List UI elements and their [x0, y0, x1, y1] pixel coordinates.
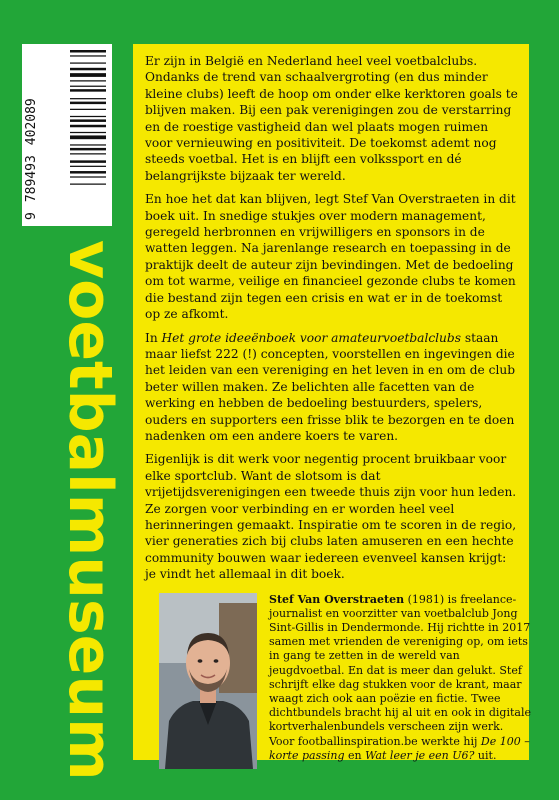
barcode-bars [70, 50, 106, 220]
isbn-digit-group: 9 [24, 212, 39, 220]
author-section [145, 592, 531, 769]
barcode-bar [70, 119, 106, 122]
isbn-digit-group: 402089 [24, 98, 39, 146]
author-bio [269, 593, 531, 763]
blurb-paragraph: Er zijn in België en Nederland heel veel voetbalclubs. Ondanks de trend van schaalvergroting (en dus minder kleine clubs) leeft de hoop om onder elke kerktoren goals te blijven maken. Bij een pak verenigingen zou de verstarring en de roestige vastigheid dan wel plaats mogen ruimen voor vernieuwing en positiviteit. De toekomst ademt nog steeds voetbal. Het is en blijft een volkssport en dé belangrijkste bijzaak ter wereld. [145, 54, 518, 183]
book-title: Het grote ideeënboek voor amateurvoetbalclubs [161, 330, 461, 345]
isbn-barcode [22, 44, 112, 226]
author-portrait [159, 593, 257, 769]
text-run: en [344, 748, 366, 762]
barcode-bar [70, 89, 106, 92]
barcode-bar [70, 166, 106, 167]
blurb-paragraph [145, 330, 519, 445]
barcode-bar [70, 148, 106, 151]
barcode-bar [70, 153, 106, 154]
text-run: staan maar liefst 222 (!) concepten, voorstellen en ingevingen die het leiden van een vereniging en het leven in en om de club beter willen maken. Ze belichten alle facetten van de werking en hebben de bedoeling bestuurders, spelers, ouders en supporters een frisse blik te bezorgen en te doen nadenken om een andere koers te varen. [145, 330, 515, 443]
barcode-bar [70, 109, 106, 110]
barcode-bar [70, 132, 106, 133]
barcode-bar [70, 86, 106, 87]
barcode-bar [70, 62, 106, 63]
blurb-paragraph: Eigenlijk is dit werk voor negentig procent bruikbaar voor elke sportclub. Want de slotsom is dat vrijetijdsverenigingen een tweede thuis zijn voor hun leden. Ze zorgen voor verbinding en er worden heel veel herinneringen gemaakt. Inspiratie om te scoren in de regio, vier generaties zich bij clubs laten amuseren en een hechte community bouwen waar iedereen evenveel kansen krijgt: je vindt het allemaal in dit boek. [145, 452, 517, 582]
author-name: Stef Van Overstraeten [269, 592, 405, 606]
text-run: uit. [474, 748, 497, 762]
barcode-bar [70, 98, 106, 99]
barcode-bar [70, 102, 106, 105]
blurb-paragraph: En hoe het dat kan blijven, legt Stef Van Overstraeten in dit boek uit. In snedige stukjes over modern management, geregeld herbronnen en vrijwilligers en sponsors in de watten leggen. Na jarenlange research en toepassing in de praktijk deelt de auteur zijn bevindingen. Met de bedoeling om tot warme, veilige en financieel gezonde clubs te komen die bestand zijn tegen een crisis en wat er in de toekomst op ze afkomt. [145, 192, 516, 322]
barcode-bar [70, 176, 106, 177]
spine-title: voetbalmuseum [55, 240, 125, 781]
book-title: De 100 – korte passing [269, 734, 530, 762]
barcode-bar [70, 50, 106, 53]
barcode-bar [70, 184, 106, 185]
barcode-bar [70, 144, 106, 145]
book-title: Wat leer je een U6? [365, 748, 475, 762]
isbn-digits [24, 42, 68, 224]
text-run: In [145, 330, 162, 345]
barcode-bar [70, 160, 106, 163]
barcode-bar [70, 68, 106, 71]
barcode-bar [70, 73, 106, 77]
barcode-bar [70, 116, 106, 117]
text-run: (1981) is freelance-journalist en voorzitter van voetbalclub Jong Sint-Gillis in Dendermonde. Hij richtte in 2017 samen met vrienden de vereniging op, om iets in gang te zetten in de wereld van jeugdvoetbal. En dat is meer dan gelukt. Stef schrijft elke dag stukken voor de krant, maar waagt zich ook aan poëzie en fictie. Twee dichtbundels bracht hij al uit en ook in digitale kortverhalenbundels verscheen zijn werk. Voor footballinspiration.be werkte hij [269, 592, 531, 748]
isbn-digit-group: 789493 [24, 155, 39, 203]
barcode-bar [70, 171, 106, 174]
blurb-panel [133, 44, 529, 760]
barcode-bar [70, 125, 106, 128]
author-photo [159, 593, 257, 769]
barcode-bar [70, 80, 106, 81]
barcode-bar [70, 135, 106, 139]
barcode-bar [70, 55, 106, 56]
